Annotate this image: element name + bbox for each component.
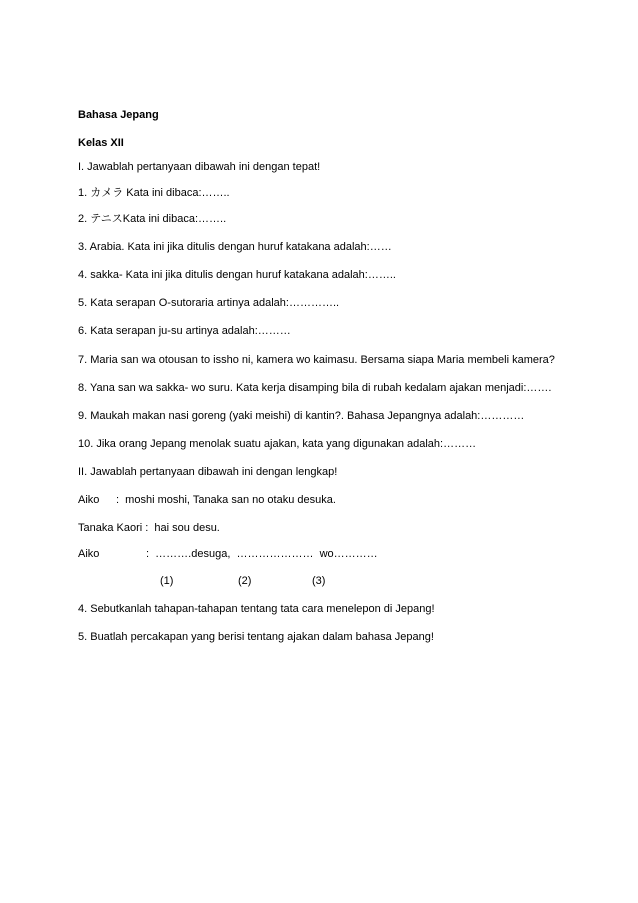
question-10: 10. Jika orang Jepang menolak suatu ajakan, kata yang digunakan adalah:……… [78,438,477,450]
blank-label-1: (1) [160,575,174,587]
question-4: 4. sakka- Kata ini jika ditulis dengan huruf katakana adalah:…….. [78,269,396,281]
class-title: Kelas XII [78,137,124,149]
dialogue-line-1: : moshi moshi, Tanaka san no otaku desuka. [116,494,336,506]
section2-question-4: 4. Sebutkanlah tahapan-tahapan tentang tata cara menelepon di Jepang! [78,603,435,615]
question-1: 1. カメラ Kata ini dibaca:…….. [78,187,230,199]
question-3: 3. Arabia. Kata ini jika ditulis dengan huruf katakana adalah:…… [78,241,392,253]
dialogue-speaker-aiko-2: Aiko [78,548,100,560]
section2-instruction: II. Jawablah pertanyaan dibawah ini dengan lengkap! [78,466,338,478]
subject-title: Bahasa Jepang [78,109,159,121]
blank-label-2: (2) [238,575,252,587]
dialogue-line-2: Tanaka Kaori : hai sou desu. [78,522,220,534]
question-5: 5. Kata serapan O-sutoraria artinya adalah:………….. [78,297,340,309]
section2-question-5: 5. Buatlah percakapan yang berisi tentang ajakan dalam bahasa Jepang! [78,631,434,643]
blank-label-3: (3) [312,575,326,587]
dialogue-line-3: : ……….desuga, ………………… wo………… [146,548,378,560]
question-8: 8. Yana san wa sakka- wo suru. Kata kerja disamping bila di rubah kedalam ajakan menjadi:……. [78,382,552,394]
question-2: 2. テニスKata ini dibaca:…….. [78,213,227,225]
question-9: 9. Maukah makan nasi goreng (yaki meishi) di kantin?. Bahasa Jepangnya adalah:………… [78,410,525,422]
question-7: 7. Maria san wa otousan to issho ni, kamera wo kaimasu. Bersama siapa Maria membeli kamera? [78,354,555,366]
question-6: 6. Kata serapan ju-su artinya adalah:……… [78,325,291,337]
section1-instruction: I. Jawablah pertanyaan dibawah ini dengan tepat! [78,161,321,173]
dialogue-speaker-aiko-1: Aiko [78,494,100,506]
